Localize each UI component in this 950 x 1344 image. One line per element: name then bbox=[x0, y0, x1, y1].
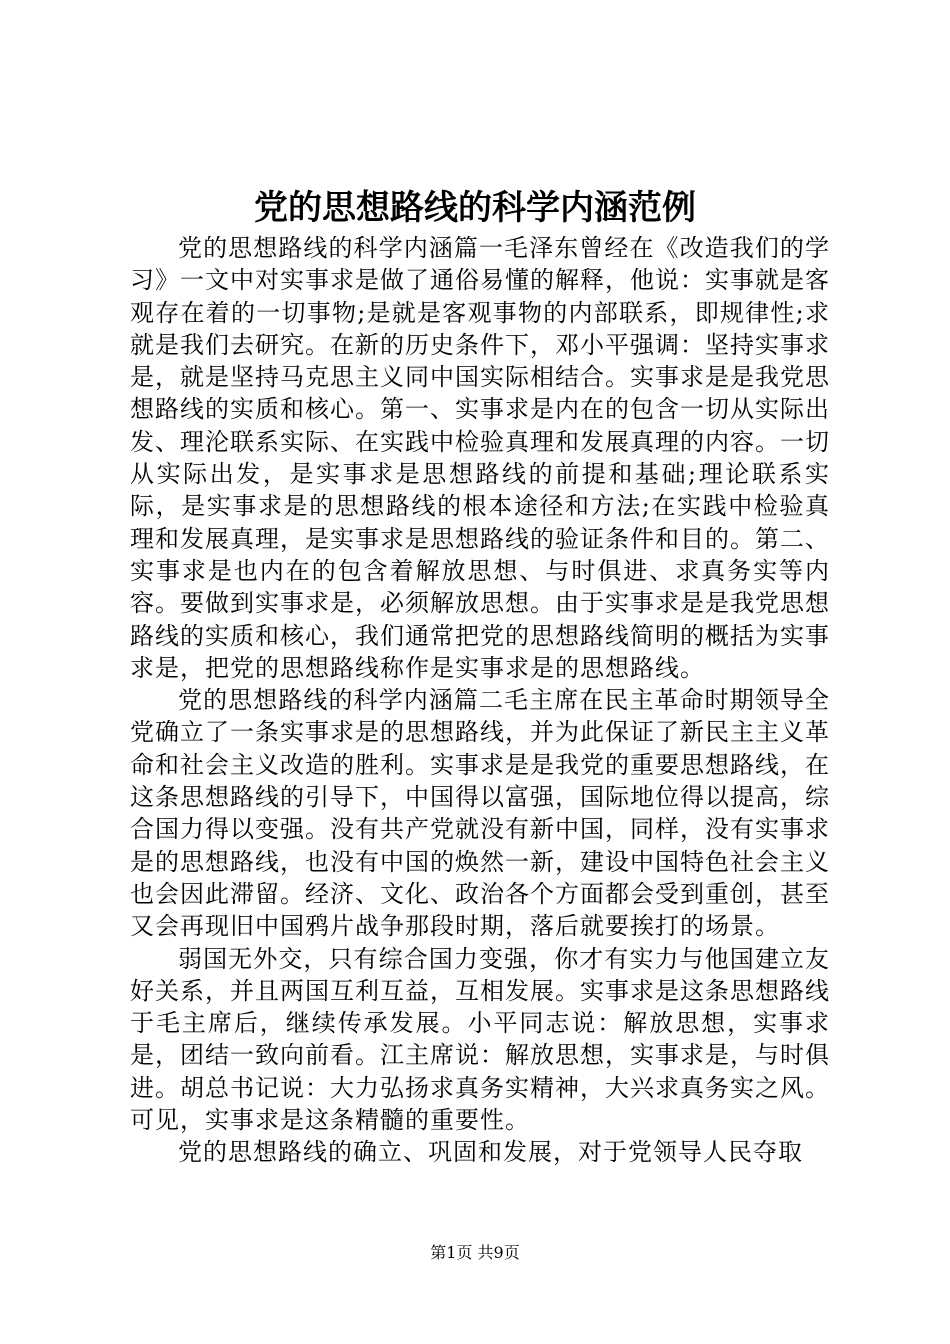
paragraph-4: 党的思想路线的确立、巩固和发展，对于党领导人民夺取 bbox=[178, 1138, 803, 1167]
paragraph-2: 党的思想路线的科学内涵篇二毛主席在民主革命时期领导全党确立了一条实事求是的思想路线，并为此保证了新民主主义革命和社会主义改造的胜利。实事求是是我党的重要思想路线，在这条思想路线的引导下，中国得以富强，国际地位得以提高，综合国力得以变强。没有共产党就没有新中国，同样，没有实事求是的思想路线，也没有中国的焕然一新，建设中国特色社会主义也会因此滞留。经济、文化、政治各个方面都会受到重创，甚至又会再现旧中国鸦片战争那段时期，落后就要挨打的场景。 bbox=[130, 686, 830, 941]
document-body bbox=[130, 232, 830, 1169]
page-number-footer: 第1页 共9页 bbox=[430, 1243, 520, 1262]
document-title: 党的思想路线的科学内涵范例 bbox=[254, 188, 696, 228]
paragraph-1: 党的思想路线的科学内涵篇一毛泽东曾经在《改造我们的学习》一文中对实事求是做了通俗易懂的解释，他说：实事就是客观存在着的一切事物;是就是客观事物的内部联系，即规律性;求就是我们去研究。在新的历史条件下，邓小平强调：坚持实事求是，就是坚持马克思主义同中国实际相结合。实事求是是我党思想路线的实质和核心。第一、实事求是内在的包含一切从实际出发、理沦联系实际、在实践中检验真理和发展真理的内容。一切从实际出发，是实事求是思想路线的前提和基础;理论联系实际，是实事求是的思想路线的根本途径和方法;在实践中检验真理和发展真理，是实事求是思想路线的验证条件和目的。第二、实事求是也内在的包含着解放思想、与时俱进、求真务实等内容。要做到实事求是，必须解放思想。由于实事求是是我党思想路线的实质和核心，我们通常把党的思想路线简明的概括为实事求是，把党的思想路线称作是实事求是的思想路线。 bbox=[130, 234, 830, 682]
paragraph-3: 弱国无外交，只有综合国力变强，你才有实力与他国建立友好关系，并且两国互利互益，互相发展。实事求是这条思想路线于毛主席后，继续传承发展。小平同志说：解放思想，实事求是，团结一致向前看。江主席说：解放思想，实事求是，与时俱进。胡总书记说：大力弘扬求真务实精神，大兴求真务实之风。可见，实事求是这条精髓的重要性。 bbox=[130, 944, 830, 1135]
